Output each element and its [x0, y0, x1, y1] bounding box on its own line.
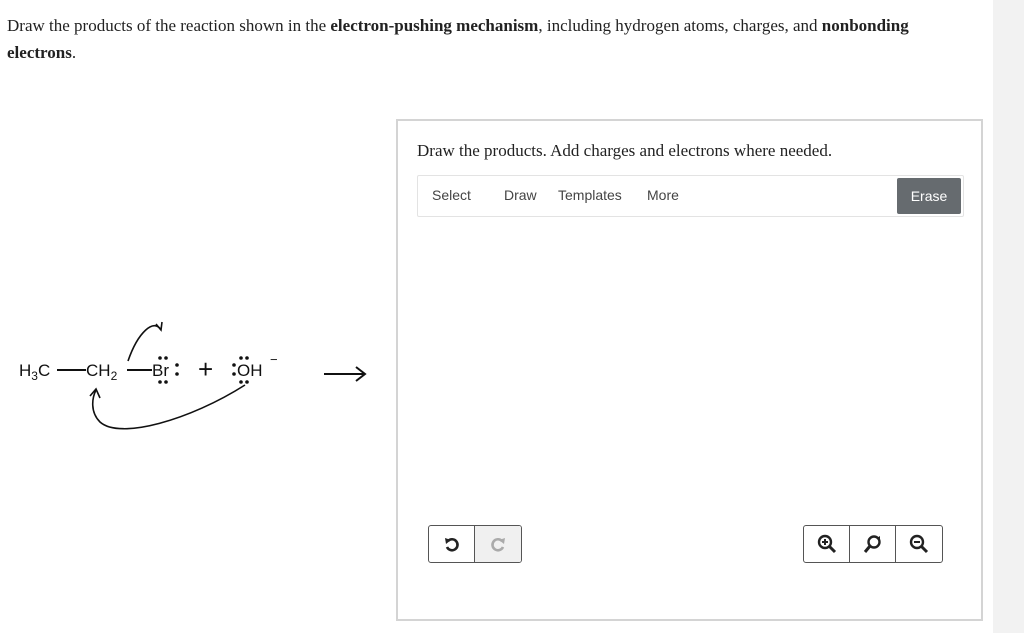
negative-charge: − — [270, 352, 278, 367]
undo-button[interactable] — [429, 526, 475, 562]
bromine-atom: Br — [152, 361, 169, 380]
drawing-panel — [396, 119, 983, 621]
drawing-canvas[interactable] — [417, 221, 964, 521]
ch3-group: $H_3C$ — [19, 361, 51, 383]
reaction-arrow — [324, 367, 365, 381]
question-bold-mechanism: electron-pushing mechanism — [330, 16, 539, 35]
templates-tool[interactable]: Templates — [558, 187, 622, 203]
drawing-toolbar — [417, 175, 964, 217]
zoom-controls — [803, 525, 943, 563]
zoom-out-icon — [909, 534, 929, 554]
more-tool[interactable]: More — [647, 187, 679, 203]
zoom-in-icon — [817, 534, 837, 554]
question-part-1: Draw the products of the reaction shown in the — [7, 16, 331, 35]
reaction-scheme — [0, 310, 390, 450]
question-text — [7, 12, 967, 66]
history-controls — [428, 525, 522, 563]
ch2-group: $CH_2$ — [86, 361, 118, 383]
redo-button[interactable] — [475, 526, 521, 562]
question-bold-electrons: nonbonding electrons — [7, 16, 909, 62]
zoom-reset-button[interactable] — [850, 526, 896, 562]
undo-icon — [443, 535, 461, 553]
erase-button[interactable]: Erase — [897, 178, 961, 214]
page-gutter — [993, 0, 1024, 633]
redo-icon — [489, 535, 507, 553]
select-tool[interactable]: Select — [432, 187, 471, 203]
zoom-out-button[interactable] — [896, 526, 942, 562]
zoom-in-button[interactable] — [804, 526, 850, 562]
question-part-2: , including hydrogen atoms, charges, and — [538, 16, 822, 35]
draw-tool[interactable]: Draw — [504, 187, 537, 203]
plus-sign: + — [198, 354, 214, 384]
panel-title: Draw the products. Add charges and electrons where needed. — [417, 141, 833, 160]
hydroxide: OH — [237, 361, 263, 380]
nucleophile-attack-arrow — [93, 385, 245, 429]
question-part-3: . — [71, 43, 77, 62]
zoom-reset-icon — [863, 534, 883, 554]
bond-breaking-arrow — [128, 326, 161, 361]
